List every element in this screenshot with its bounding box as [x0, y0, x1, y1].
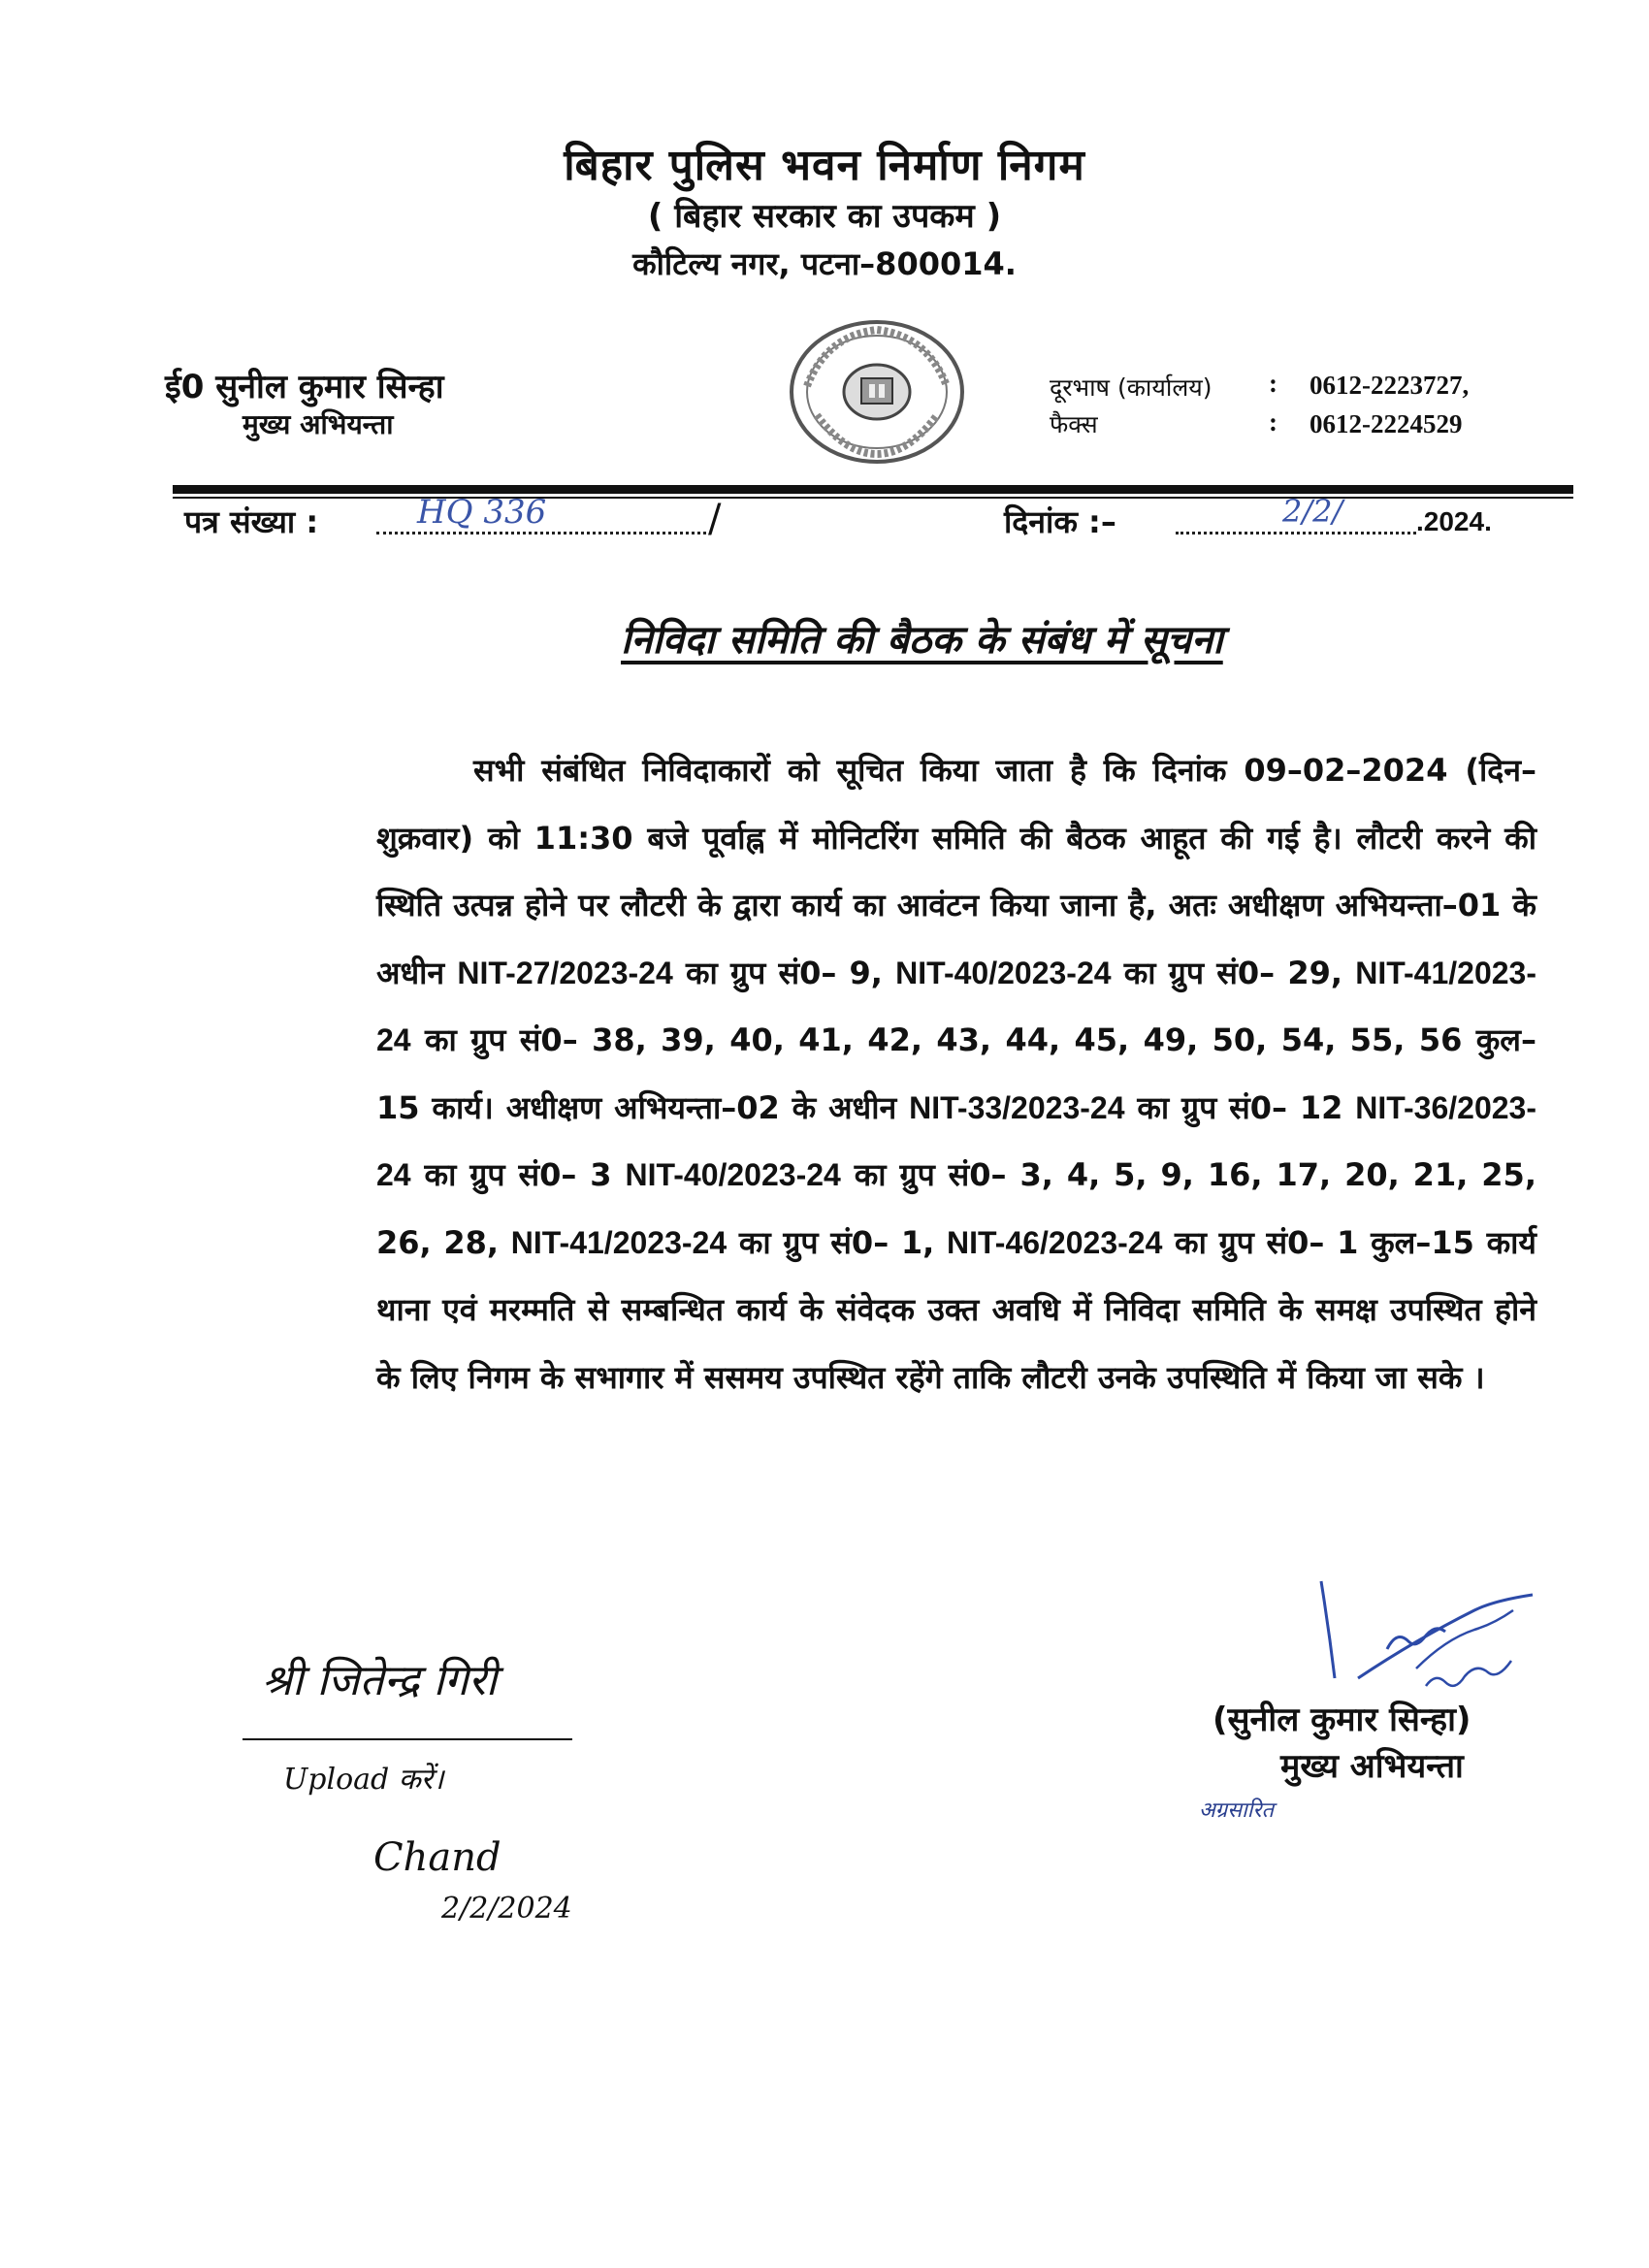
- letter-number-handwritten: HQ 336: [417, 493, 547, 532]
- header-divider-thick: [173, 485, 1573, 494]
- handwritten-note-signature: Chand: [373, 1835, 501, 1880]
- phone-number: 0612-2223727,: [1310, 371, 1470, 400]
- body-text-segment: का ग्रुप सं0– 3: [410, 1156, 626, 1193]
- letter-number-label: पत्र संख्या :: [184, 503, 319, 540]
- date-handwritten: 2/2/: [1282, 493, 1343, 530]
- organization-seal-icon: [788, 318, 966, 466]
- body-text-segment: का ग्रुप सं0– 9,: [672, 954, 896, 991]
- nit-reference: NIT-33/2023-24: [909, 1089, 1125, 1125]
- officer-name: ई0 सुनील कुमार सिन्हा: [165, 368, 444, 406]
- body-text-segment: का ग्रुप सं0– 1,: [727, 1223, 947, 1261]
- fax-colon: :: [1269, 407, 1277, 437]
- phone-colon: :: [1269, 369, 1277, 398]
- organization-subtitle: ( बिहार सरकार का उपकम ): [647, 197, 1002, 236]
- handwritten-underline: [242, 1738, 572, 1740]
- phone-label: दूरभाष (कार्यालय): [1050, 373, 1212, 402]
- organization-name: बिहार पुलिस भवन निर्माण निगम: [564, 141, 1085, 190]
- nit-reference: NIT-46/2023-24: [947, 1224, 1163, 1260]
- handwritten-note-instruction: Upload करें।: [283, 1763, 444, 1797]
- officer-title: मुख्य अभियन्ता: [242, 408, 394, 440]
- date-year: .2024.: [1416, 506, 1492, 536]
- signature-note: अग्रसारित: [1199, 1798, 1275, 1823]
- body-text-segment: का ग्रुप सं0– 38, 39, 40, 41, 42, 43, 44, 45, 49, 50, 54, 55, 56 कुल– 15 कार्य। अधीक्षण अभियन्ता–02 के अधीन: [376, 1021, 1536, 1126]
- letter-number-slash: /: [708, 497, 722, 541]
- nit-reference: NIT-27/2023-24: [457, 955, 673, 990]
- body-text-segment: सभी संबंधित निविदाकारों को सूचित किया जाता है कि दिनांक 09–02–2024 (दिन– शुक्रवार) को 11:30 बजे पूर्वाह्न में मोनिटरिंग समिति की बैठक आहूत की गई है। लौटरी करने की स्थिति उत्पन्न होने पर लौटरी के द्वारा कार्य का आवंटन किया जाना है, अतः अधीक्षण अभियन्ता–01 के अधीन: [376, 752, 1536, 991]
- fax-label: फैक्स: [1050, 410, 1098, 438]
- nit-reference: NIT-36/2023-24: [376, 1089, 1536, 1192]
- body-text-segment: का ग्रुप सं0– 29,: [1111, 954, 1356, 991]
- handwritten-note-date: 2/2/2024: [441, 1892, 572, 1926]
- body-text-segment: का ग्रुप सं0– 3, 4, 5, 9, 16, 17, 20, 21, 25, 26, 28,: [376, 1156, 1536, 1261]
- nit-reference: NIT-41/2023-24: [510, 1224, 728, 1260]
- handwritten-note-name: श्री जितेन्द्र गिरी: [262, 1656, 498, 1705]
- header-divider-thin: [173, 497, 1573, 499]
- fax-number: 0612-2224529: [1310, 409, 1463, 438]
- organization-address: कौटिल्य नगर, पटना–800014.: [632, 245, 1017, 282]
- nit-reference: NIT-40/2023-24: [625, 1157, 841, 1192]
- signature-initial-icon: [1300, 1571, 1552, 1707]
- signatory-title: मुख्य अभियन्ता: [1280, 1747, 1464, 1786]
- signatory-name: (सुनील कुमार सिन्हा): [1212, 1701, 1471, 1739]
- body-text-segment: का ग्रुप सं0– 12: [1124, 1088, 1356, 1126]
- nit-reference: NIT-41/2023-24: [376, 955, 1536, 1057]
- notice-title: निविदा समिति की बैठक के संबंध में सूचना: [621, 618, 1223, 663]
- body-text-segment: का ग्रुप सं0– 1 कुल–15 कार्य थाना एवं मरम्मति से सम्बन्धित कार्य के संवेदक उक्त अवधि में निविदा समिति के समक्ष उपस्थित होने के लिए निगम के सभागार में ससमय उपस्थित रहेंगे ताकि लौटरी उनके उपस्थिति में किया जा सके ।: [376, 1223, 1536, 1396]
- nit-reference: NIT-40/2023-24: [895, 955, 1112, 990]
- notice-body: [376, 737, 1536, 1411]
- date-label: दिनांक :–: [1004, 503, 1116, 540]
